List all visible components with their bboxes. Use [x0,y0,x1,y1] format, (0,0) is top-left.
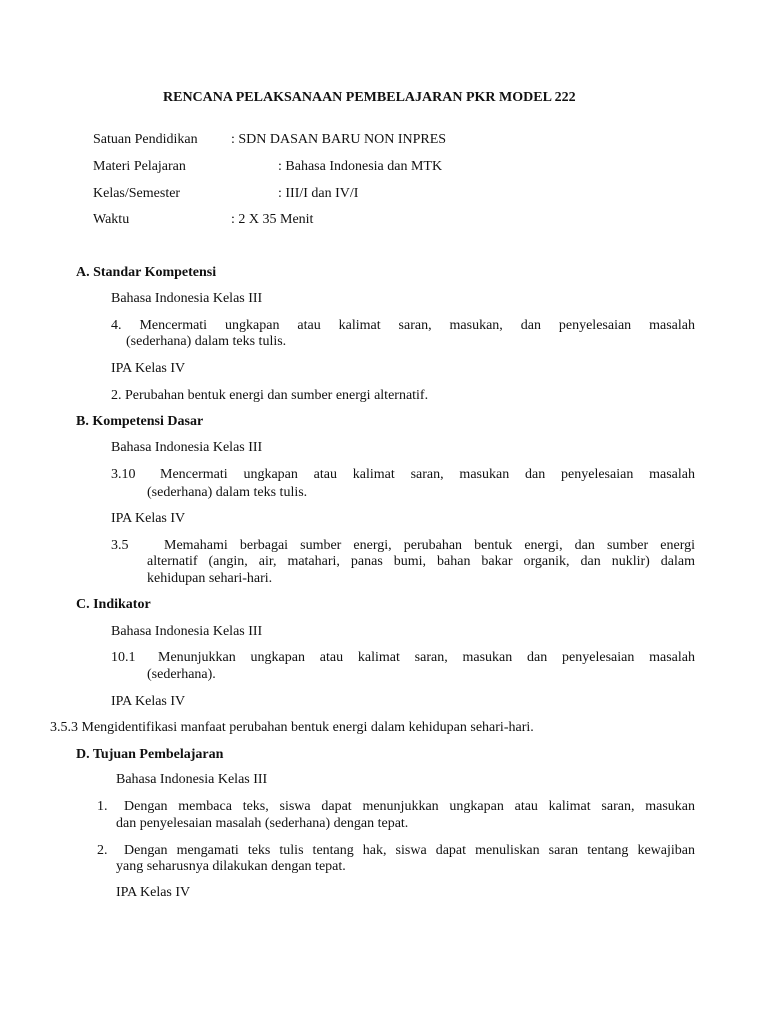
section-b-item-35-line2: alternatif (angin, air, matahari, panas bumi, bahan bakar organik, dan nuklir) dalam [147,554,695,569]
section-d-item-2-line2: yang seharusnya dilakukan dengan tepat. [116,859,346,874]
section-d-item-2-line1: Dengan mengamati teks tulis tentang hak, siswa dapat menuliskan saran tentang kewajiban [124,843,695,858]
section-b-item-35-line1: Memahami berbagai sumber energi, perubahan bentuk energi, dan sumber energi [164,538,695,553]
section-c-item-101-line1: Menunjukkan ungkapan atau kalimat saran, masukan dan penyelesaian masalah [158,650,695,665]
info-value-kelas: : III/I dan IV/I [278,186,359,201]
section-a-subheading-bahasa: Bahasa Indonesia Kelas III [111,291,263,306]
section-a-item-4-line2: (sederhana) dalam teks tulis. [126,334,287,349]
info-label-waktu: Waktu [93,212,130,227]
section-a-heading: A. Standar Kompetensi [76,265,217,280]
info-label-kelas: Kelas/Semester [93,186,181,201]
info-value-waktu: : 2 X 35 Menit [231,212,314,227]
section-d-heading: D. Tujuan Pembelajaran [76,747,224,762]
section-b-subheading-bahasa: Bahasa Indonesia Kelas III [111,440,263,455]
section-d-subheading-bahasa: Bahasa Indonesia Kelas III [116,772,268,787]
section-a-subheading-ipa: IPA Kelas IV [111,361,186,376]
section-c-item-353: 3.5.3 Mengidentifikasi manfaat perubahan bentuk energi dalam kehidupan sehari-hari. [50,720,534,735]
section-b-subheading-ipa: IPA Kelas IV [111,511,186,526]
section-c-heading: C. Indikator [76,597,151,612]
section-b-heading: B. Kompetensi Dasar [76,414,204,429]
section-c-item-101-line2: (sederhana). [147,667,216,682]
section-d-item-1-number: 1. [97,799,108,814]
section-d-item-2-number: 2. [97,843,108,858]
section-c-subheading-ipa: IPA Kelas IV [111,694,186,709]
info-label-materi: Materi Pelajaran [93,159,186,174]
section-c-subheading-bahasa: Bahasa Indonesia Kelas III [111,624,263,639]
section-b-item-35-line3: kehidupan sehari-hari. [147,571,273,586]
section-c-item-101-number: 10.1 [111,650,136,665]
info-label-satuan: Satuan Pendidikan [93,132,198,147]
document-title: RENCANA PELAKSANAAN PEMBELAJARAN PKR MODEL 222 [163,90,576,105]
section-b-item-310-number: 3.10 [111,467,136,482]
info-value-satuan: : SDN DASAN BARU NON INPRES [231,132,447,147]
section-d-item-1-line2: dan penyelesaian masalah (sederhana) dengan tepat. [116,816,409,831]
section-d-item-1-line1: Dengan membaca teks, siswa dapat menunjukkan ungkapan atau kalimat saran, masukan [124,799,695,814]
section-b-item-310-line1: Mencermati ungkapan atau kalimat saran, masukan dan penyelesaian masalah [160,467,695,482]
section-b-item-310-line2: (sederhana) dalam teks tulis. [147,485,308,500]
info-value-materi: : Bahasa Indonesia dan MTK [278,159,443,174]
section-a-item-4-line1: 4. Mencermati ungkapan atau kalimat saran, masukan, dan penyelesaian masalah [111,318,695,333]
section-b-item-35-number: 3.5 [111,538,129,553]
section-d-subheading-ipa: IPA Kelas IV [116,885,191,900]
section-a-item-2: 2. Perubahan bentuk energi dan sumber energi alternatif. [111,388,429,403]
